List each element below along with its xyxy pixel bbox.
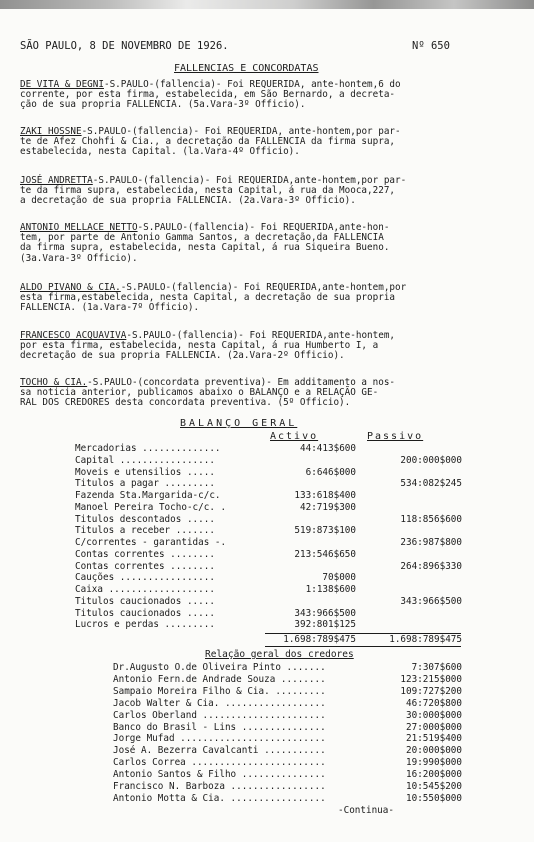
balanco-row-activo: 343:966$500 bbox=[294, 608, 356, 619]
balanco-row-label: Lucros e perdas ......... bbox=[75, 619, 215, 630]
entry-line: decretação de sua propria FALLENCIA. (2a.Vara-2º Officio). bbox=[20, 350, 345, 362]
credor-name: Francisco N. Barboza ................. bbox=[113, 781, 326, 792]
entry-name: JOSÉ ANDRETTA bbox=[20, 175, 93, 186]
balanco-row-activo: 44:413$600 bbox=[300, 443, 356, 454]
entry-line: -S.PAULO-(fallencia)- Foi REQUERIDA,ante-hontem,por par- bbox=[92, 175, 407, 186]
balanco-row-label: Contas correntes ........ bbox=[75, 549, 215, 560]
entry-line: -S.PAULO-(fallencia)- Foi REQUERIDA, ante-hontem,6 do bbox=[103, 79, 401, 90]
balanco-row-passivo: 534:082$245 bbox=[400, 478, 462, 489]
balanco-row-label: Cauções ................. bbox=[75, 572, 215, 583]
balanco-row-label: Capital ................. bbox=[75, 455, 215, 466]
balanco-row-label: Titulos descontados ..... bbox=[75, 514, 215, 525]
balanco-row-label: Manoel Pereira Tocho-c/c. . bbox=[75, 502, 227, 513]
credor-name: Jacob Walter & Cia. .................. bbox=[113, 698, 326, 709]
balanco-title: BALANÇO GERAL bbox=[180, 418, 298, 429]
entry-line: da firma supra, estabelecida, nesta Capital, á rua Siqueira Bueno. bbox=[20, 242, 390, 254]
entry-line: esta firma,estabelecida, nesta Capital, a decretação de sua propria bbox=[20, 292, 396, 304]
entry bbox=[20, 127, 498, 158]
credor-name: Carlos Oberland ...................... bbox=[113, 710, 326, 721]
balanco-row-label: Moveis e utensilios ..... bbox=[75, 467, 215, 478]
credor-value: 30:000$000 bbox=[406, 710, 462, 721]
credor-name: Carlos Correa ........................ bbox=[113, 757, 326, 768]
entry-line: (3a.Vara-3º Officio). bbox=[20, 252, 138, 264]
credor-name: Antonio Motta & Cia. ................. bbox=[113, 793, 326, 804]
entry-line: te de Afez Chohfi & Cia., a decretação da FALLENCIA da firma supra, bbox=[20, 136, 396, 148]
entry-line: corrente, por esta firma, estabelecida, em São Bernardo, a decreta- bbox=[20, 89, 396, 101]
balanco-row-label: Titulos a receber ....... bbox=[75, 525, 215, 536]
section-title: FALLENCIAS E CONCORDATAS bbox=[174, 63, 319, 74]
entry-line: ção de sua propria FALLENCIA. (5a.Vara-3º Officio). bbox=[20, 99, 306, 111]
credor-value: 20:000$000 bbox=[406, 745, 462, 756]
entry-line: -S.PAULO-(concordata preventiva)- Em additamento a nos- bbox=[87, 377, 396, 388]
balanco-row-passivo: 200:000$000 bbox=[400, 455, 462, 466]
credor-name: Sampaio Moreira Filho & Cia. ......... bbox=[113, 686, 326, 697]
balanco-row-activo: 392:801$125 bbox=[294, 619, 356, 630]
balanco-row-passivo: 118:856$600 bbox=[400, 514, 462, 525]
entry-name: DE VITA & DEGNI bbox=[20, 79, 104, 90]
credor-value: 10:545$200 bbox=[406, 781, 462, 792]
credor-value: 19:990$000 bbox=[406, 757, 462, 768]
entry-line: -S.PAULO-(fallencia)- Foi REQUERIDA,ante-hon- bbox=[137, 222, 390, 233]
balanco-row-label: Caixa ................... bbox=[75, 584, 215, 595]
balanco-row-activo: 70$000 bbox=[322, 572, 356, 583]
credor-value: 10:550$000 bbox=[406, 793, 462, 804]
entry-line: RAL DOS CREDORES desta concordata preventiva. (5º Officio). bbox=[20, 397, 351, 409]
balanco-row-passivo: 264:896$330 bbox=[400, 561, 462, 572]
entry bbox=[20, 223, 498, 264]
credor-name: José A. Bezerra Cavalcanti ........... bbox=[113, 745, 326, 756]
balanco-row-activo: 133:618$400 bbox=[294, 490, 356, 501]
entry-line: sa noticia anterior, publicamos abaixo o BALANÇO e a RELAÇÃO GE- bbox=[20, 387, 379, 399]
credor-value: 123:215$000 bbox=[400, 674, 462, 685]
total-passivo: 1.698:789$475 bbox=[389, 634, 462, 645]
entry-line: -S.PAULO-(fallencia)- Foi REQUERIDA,ante-hontem,por bbox=[120, 282, 407, 293]
continua-label: -Continua- bbox=[338, 805, 394, 816]
entry-line: -S.PAULO-(fallencia)- Foi REQUERIDA,ante-hontem, bbox=[126, 330, 396, 341]
credor-name: Dr.Augusto O.de Oliveira Pinto ....... bbox=[113, 662, 326, 673]
credor-value: 7:307$600 bbox=[411, 662, 462, 673]
credor-value: 46:720$800 bbox=[406, 698, 462, 709]
document-date: SÃO PAULO, 8 DE NOVEMBRO DE 1926. bbox=[20, 40, 229, 52]
balanco-row-activo: 6:646$000 bbox=[305, 467, 356, 478]
credor-name: Jorge Mufad .......................... bbox=[113, 733, 326, 744]
credor-name: Antonio Fern.de Andrade Souza ........ bbox=[113, 674, 326, 685]
entry-name: ALDO PIVANO & CIA. bbox=[20, 282, 121, 293]
balanco-row-label: Fazenda Sta.Margarida-c/c. bbox=[75, 490, 221, 501]
entry-name: ZAKI HOSSNE bbox=[20, 126, 82, 137]
entry bbox=[20, 80, 498, 111]
entry-line: por esta firma, estabelecida, nesta Capital, á rua Humberto I, a bbox=[20, 340, 379, 352]
entry-name: ANTONIO MELLACE NETTO bbox=[20, 222, 138, 233]
entry bbox=[20, 176, 498, 207]
entry-line: -S.PAULO-(fallencia)- Foi REQUERIDA, ante-hontem,por par- bbox=[81, 126, 401, 137]
credor-name: Banco do Brasil - Lins ............... bbox=[113, 722, 326, 733]
entry bbox=[20, 283, 498, 314]
credor-value: 109:727$200 bbox=[400, 686, 462, 697]
passivo-header: Passivo bbox=[367, 431, 424, 442]
credor-value: 21:519$400 bbox=[406, 733, 462, 744]
entry-line: te da firma supra, estabelecida, nesta Capital, á rua da Mooca,227, bbox=[20, 185, 396, 197]
entry-line: estabelecida, nesta Capital. (la.Vara-4º Officio). bbox=[20, 146, 300, 158]
entry bbox=[20, 378, 498, 409]
balanco-row-activo: 519:873$100 bbox=[294, 525, 356, 536]
balanco-row-passivo: 343:966$500 bbox=[400, 596, 462, 607]
credor-value: 27:000$000 bbox=[406, 722, 462, 733]
credores-title: Relação geral dos credores bbox=[205, 649, 354, 660]
balanco-row-label: Titulos caucionados ..... bbox=[75, 608, 215, 619]
credor-value: 16:200$000 bbox=[406, 769, 462, 780]
entry bbox=[20, 331, 498, 362]
balanco-row-passivo: 236:987$800 bbox=[400, 537, 462, 548]
balanco-row-label: C/correntes - garantidas -. bbox=[75, 537, 227, 548]
entry-name: FRANCESCO ACQUAVIVA bbox=[20, 330, 127, 341]
balanco-row-label: Mercadorias .............. bbox=[75, 443, 221, 454]
balanco-row-label: Contas correntes ........ bbox=[75, 561, 215, 572]
balanco-row-activo: 42:719$300 bbox=[300, 502, 356, 513]
balanco-row-activo: 213:546$650 bbox=[294, 549, 356, 560]
total-activo: 1.698:789$475 bbox=[283, 634, 356, 645]
balanco-row-label: Titulos caucionados ..... bbox=[75, 596, 215, 607]
balanco-row-activo: 1:138$600 bbox=[305, 584, 356, 595]
activo-header: Activo bbox=[270, 431, 319, 442]
entry-line: FALLENCIA. (1a.Vara-7º Officio). bbox=[20, 302, 200, 314]
entry-line: tem, por parte de Antonio Gamma Santos, a decretação,da FALLENCIA bbox=[20, 232, 384, 244]
credor-name: Antonio Santos & Filho ............... bbox=[113, 769, 326, 780]
balanco-row-label: Titulos a pagar ......... bbox=[75, 478, 215, 489]
bulletin-number: Nº 650 bbox=[412, 40, 450, 52]
scan-edge-shadow bbox=[0, 0, 534, 9]
entry-line: a decretação de sua propria FALLENCIA. (2a.Vara-3º Officio). bbox=[20, 195, 356, 207]
entry-name: TOCHO & CIA. bbox=[20, 377, 88, 388]
total-rule-bottom bbox=[265, 646, 461, 647]
